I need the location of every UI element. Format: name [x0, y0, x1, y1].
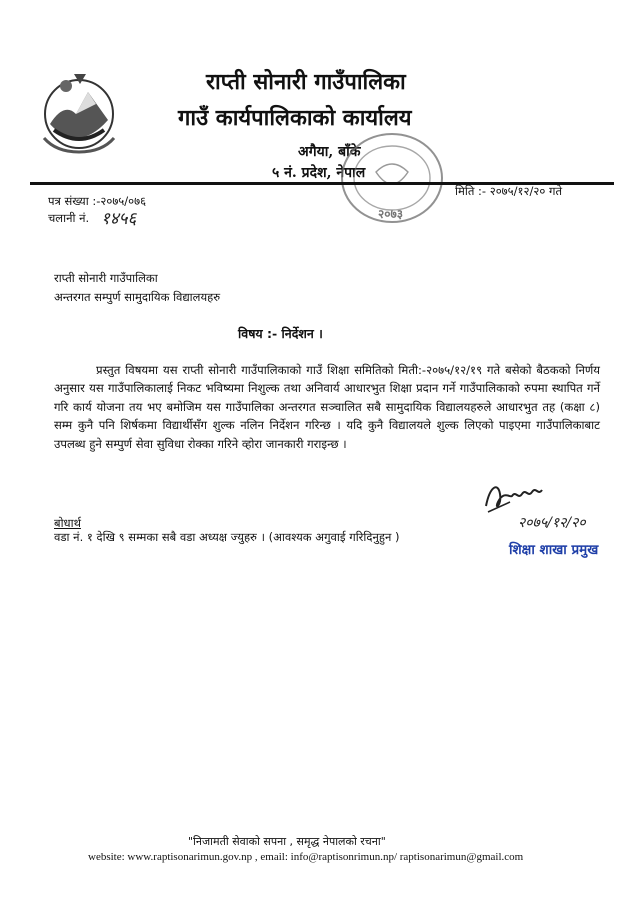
- org-name: राप्ती सोनारी गाउँपालिका: [206, 69, 406, 95]
- dispatch-number: १४५६: [101, 209, 137, 229]
- office-name: गाउँ कार्यपालिकाको कार्यालय: [178, 105, 412, 131]
- footer-slogan: "निजामती सेवाको सपना , समृद्ध नेपालको रचना": [188, 835, 386, 848]
- letter-date: मिति :- २०७५/१२/२० गते: [455, 184, 562, 198]
- office-stamp: [318, 126, 444, 232]
- nepal-emblem-icon: [36, 68, 122, 156]
- address-line-1: अगैया, बाँके: [298, 144, 361, 160]
- letter-body: प्रस्तुत विषयमा यस राप्ती सोनारी गाउँपालिकाको गाउँ शिक्षा समितिको मिती:-२०७५/१२/१९ गते बसेको बैठकको निर्णय अनुसार यस गाउँपालिकालाई निकट भविष्यमा निशुल्क तथा अनिवार्य आधारभुत शिक्षा प्रदान गर्ने गाउँपालिकाको रुपमा स्थापित गर्ने गरि कार्य योजना तय भए बमोजिम यस गाउँपालिका अन्तरगत सञ्चालित सबै सामुदायिक विद्यालयहरुले आधारभुत तह (कक्षा ८) सम्म कुनै पनि शिर्षकमा विद्यार्थीसँग शुल्क नलिन निर्देशन गरिन्छ । यदि कुनै विद्यालयले शुल्क लिएको पाइएमा गाउँपालिकाबाट उपलब्ध हुने सम्पुर्ण सेवा सुविधा रोक्का गरिने व्होरा जानकारी गराइन्छ ।: [54, 363, 600, 451]
- reference-number: पत्र संख्या :-२०७५/०७६: [48, 194, 147, 208]
- footer-contact: website: www.raptisonarimun.gov.np , email: info@raptisonrimun.np/ raptisonarimun@gmail.com: [88, 851, 524, 863]
- subject-line: विषय :- निर्देशन ।: [238, 326, 323, 341]
- recipient-line-1: राप्ती सोनारी गाउँपालिका: [54, 271, 158, 285]
- signatory-title: शिक्षा शाखा प्रमुख: [509, 542, 599, 558]
- cc-heading: बोधार्थ: [54, 516, 81, 530]
- recipient-line-2: अन्तरगत सम्पुर्ण सामुदायिक विद्यालयहरु: [54, 290, 221, 304]
- dispatch-label: चलानी नं.: [48, 211, 90, 225]
- stamp-year: २०७३: [378, 207, 403, 221]
- signature-date: २०७५/१२/२०: [518, 515, 586, 531]
- address-line-2: ५ नं. प्रदेश, नेपाल: [272, 165, 366, 181]
- cc-text: वडा नं. १ देखि ९ सम्मका सबै वडा अध्यक्ष ज्युहरु । (आवश्यक अगुवाई गरिदिनुहुन ): [54, 530, 400, 544]
